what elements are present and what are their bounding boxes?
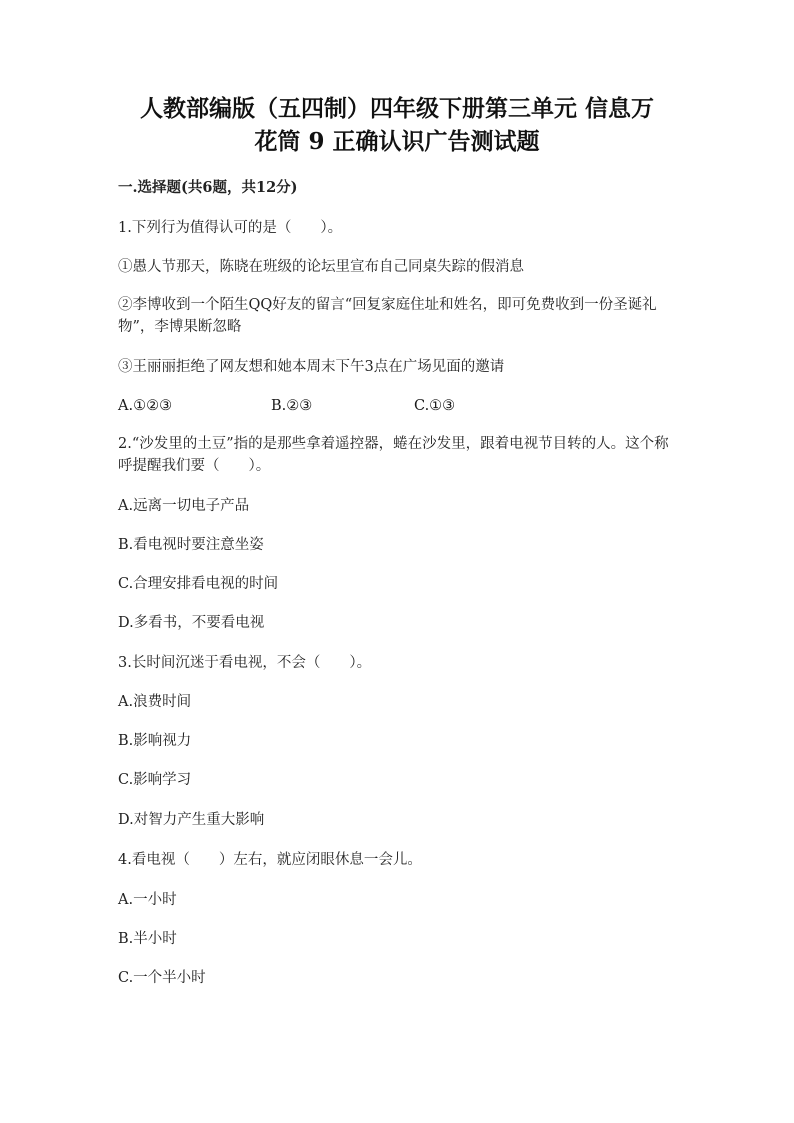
question-4-option-b: B.半小时	[118, 931, 177, 947]
question-4-stem: 4.看电视（ ）左右，就应闭眼休息一会儿。	[118, 852, 422, 868]
question-4-option-c: C.一个半小时	[118, 970, 206, 986]
question-2-stem: 2.“沙发里的土豆”指的是那些拿着遥控器，蜷在沙发里，跟着电视节目转的人。这个称呼提醒我们要（ ）。	[118, 436, 669, 474]
question-1-item-2: ②李博收到一个陌生QQ好友的留言“回复家庭住址和姓名，即可免费收到一份圣诞礼物”，李博果断忽略	[118, 297, 657, 335]
question-3-stem: 3.长时间沉迷于看电视，不会（ ）。	[118, 655, 372, 671]
question-3-option-c: C.影响学习	[118, 772, 192, 788]
question-4-option-a: A.一小时	[118, 892, 177, 908]
question-2-option-d: D.多看书，不要看电视	[118, 615, 265, 631]
question-2-option-a: A.远离一切电子产品	[118, 498, 250, 514]
question-3-option-a: A.浪费时间	[118, 694, 192, 710]
question-1-option-a: A.①②③	[118, 398, 173, 414]
title-line-1: 人教部编版（五四制）四年级下册第三单元 信息万	[139, 95, 654, 122]
question-1-option-c: C.①③	[414, 398, 456, 414]
question-2-option-c: C.合理安排看电视的时间	[118, 576, 279, 592]
section-heading: 一.选择题(共6题，共12分)	[118, 179, 298, 196]
question-2-option-b: B.看电视时要注意坐姿	[118, 537, 264, 553]
question-3-option-d: D.对智力产生重大影响	[118, 812, 265, 828]
question-3-option-b: B.影响视力	[118, 733, 192, 749]
title-line-2: 花筒 9 正确认识广告测试题	[254, 128, 540, 155]
document-title	[100, 92, 694, 158]
question-1-item-1: ①愚人节那天，陈晓在班级的论坛里宣布自己同桌失踪的假消息	[118, 259, 524, 275]
question-1-stem: 1.下列行为值得认可的是（ ）。	[118, 220, 343, 236]
question-1-option-b: B.②③	[271, 398, 313, 414]
question-1-item-3: ③王丽丽拒绝了网友想和她本周末下午3点在广场见面的邀请	[118, 359, 505, 375]
